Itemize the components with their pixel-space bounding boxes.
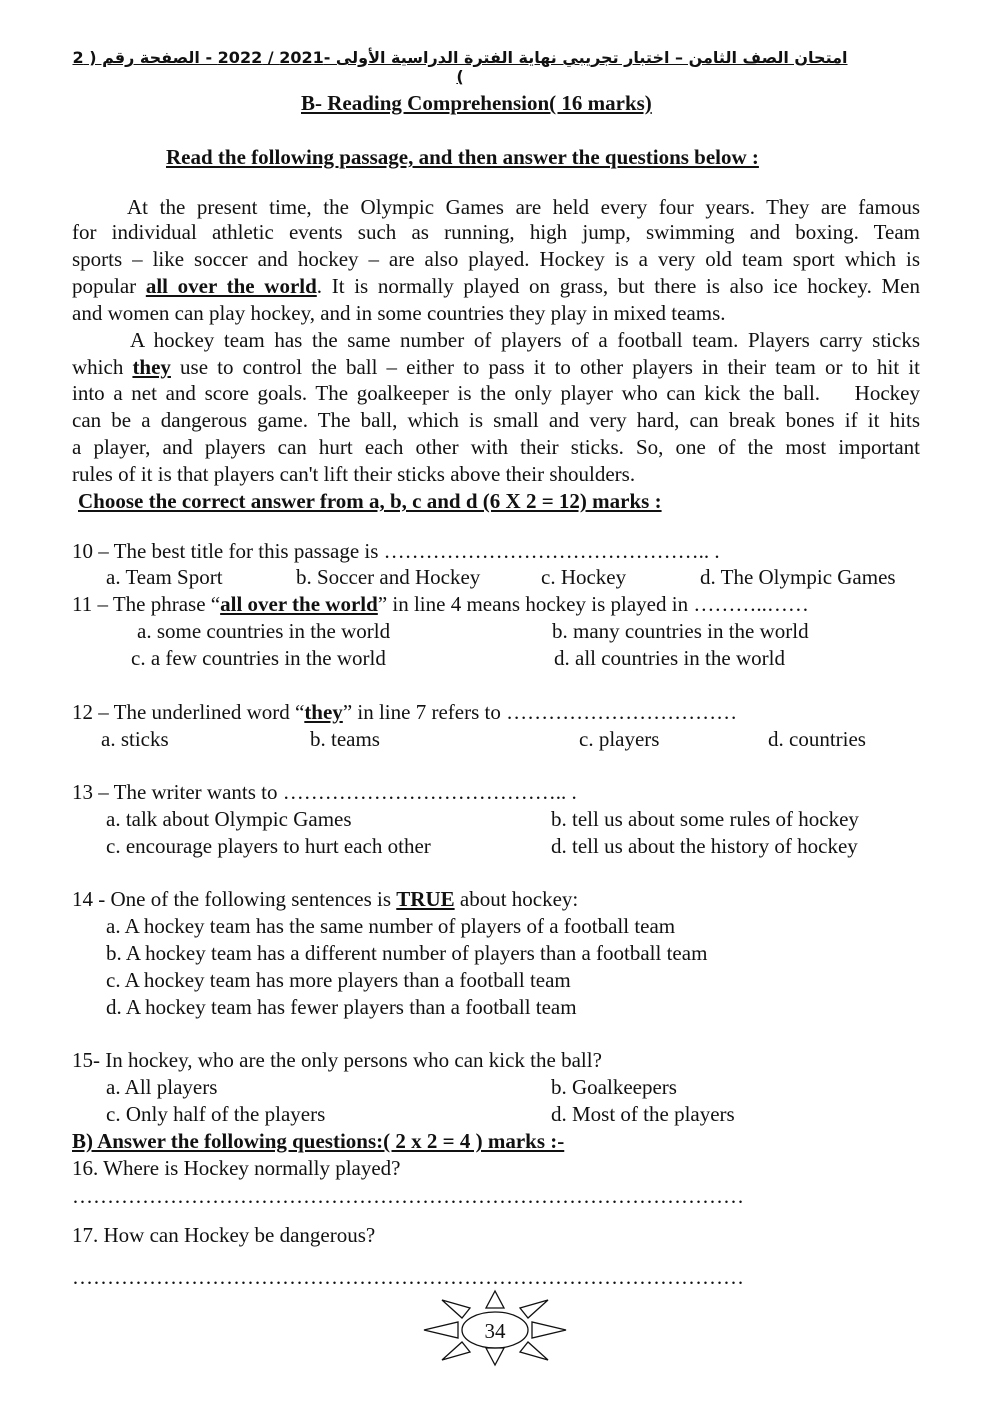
text: popular (72, 274, 146, 298)
option-d[interactable]: d. The Olympic Games (700, 565, 896, 589)
passage-line: A hockey team has the same number of players of a football team. Players carry sticks (130, 328, 920, 352)
option-c[interactable]: c. Hockey (541, 565, 627, 589)
passage-line (72, 274, 920, 298)
option-a[interactable]: a. Team Sport (106, 565, 223, 589)
phrase-all-over-the-world: all over the world (145, 274, 317, 298)
question-11 (72, 592, 809, 616)
passage-line: into a net and score goals. The goalkeeper is the only player who can kick the ball. Hockey (72, 381, 920, 405)
passage-line: can be a dangerous game. The ball, which is small and very hard, can break bones if it hits (72, 408, 920, 432)
option-b[interactable]: b. Soccer and Hockey (296, 565, 481, 589)
option-d[interactable]: d. all countries in the world (554, 646, 785, 670)
option-b[interactable]: b. teams (310, 727, 380, 751)
option-d[interactable]: d. Most of the players (551, 1102, 735, 1126)
passage-line: rules of it is that players can't lift their sticks above their shoulders. (72, 462, 636, 486)
option-c[interactable]: c. players (579, 727, 660, 751)
option-c[interactable]: c. a few countries in the world (131, 646, 386, 670)
option-b[interactable]: b. Goalkeepers (551, 1075, 677, 1099)
option-b[interactable]: b. many countries in the world (552, 619, 809, 643)
text: about hockey: (454, 887, 579, 911)
option-a[interactable]: a. All players (106, 1075, 218, 1099)
word-they: they (132, 355, 171, 379)
phrase: all over the world (220, 592, 378, 616)
question-13: 13 – The writer wants to ………………………………….. . (72, 780, 577, 804)
question-15: 15- In hockey, who are the only persons who can kick the ball? (72, 1048, 602, 1072)
question-17: 17. How can Hockey be dangerous? (72, 1223, 376, 1247)
text: ” in line 7 refers to …………………………… (342, 700, 738, 724)
text: 12 – The underlined word “ (72, 700, 305, 724)
question-14 (72, 887, 578, 911)
answer-line-16[interactable]: …………………………………………………………………………………… (72, 1184, 744, 1208)
section-title: B- Reading Comprehension( 16 marks) (301, 91, 652, 115)
text: 14 - One of the following sentences is (72, 887, 397, 911)
option-c[interactable]: c. Only half of the players (106, 1102, 326, 1126)
page-number: 34 (484, 1319, 506, 1343)
option-b[interactable]: b. tell us about some rules of hockey (551, 807, 859, 831)
passage-line: At the present time, the Olympic Games are held every four years. They are famous (127, 195, 920, 219)
text: . It is normally played on grass, but there is also ice hockey. Men (316, 274, 920, 298)
word-true: TRUE (396, 887, 455, 911)
passage-line: sports – like soccer and hockey – are also played. Hockey is a very old team sport which is (72, 247, 920, 271)
passage-line: a player, and players can hurt each other with their sticks. So, one of the most important (72, 435, 920, 459)
instruction: Read the following passage, and then answer the questions below : (166, 145, 759, 169)
part-b-heading: B) Answer the following questions:( 2 x 2 = 4 ) marks :- (72, 1129, 565, 1153)
text: 11 – The phrase “ (72, 592, 221, 616)
sun-page-badge (420, 1288, 570, 1368)
option-a[interactable]: a. talk about Olympic Games (106, 807, 352, 831)
passage-line (72, 355, 920, 379)
text: use to control the ball – either to pass it to other players in their team or to hit it (170, 355, 920, 379)
option-a[interactable]: a. A hockey team has the same number of players of a football team (106, 914, 676, 938)
question-16: 16. Where is Hockey normally played? (72, 1156, 401, 1180)
option-a[interactable]: a. some countries in the world (137, 619, 391, 643)
passage-line: for individual athletic events such as running, high jump, swimming and boxing. Team (72, 220, 920, 244)
passage-line: and women can play hockey, and in some countries they play in mixed teams. (72, 301, 726, 325)
option-b[interactable]: b. A hockey team has a different number of players than a football team (106, 941, 708, 965)
text: ” in line 4 means hockey is played in ………..…… (377, 592, 809, 616)
option-a[interactable]: a. sticks (101, 727, 169, 751)
option-c[interactable]: c. encourage players to hurt each other (106, 834, 431, 858)
choose-heading: Choose the correct answer from a, b, c and d (6 X 2 = 12) marks : (78, 489, 662, 513)
option-d[interactable]: d. A hockey team has fewer players than a football team (106, 995, 577, 1019)
question-10: 10 – The best title for this passage is ……………………………………….. . (72, 539, 720, 563)
arabic-header: امتحان الصف الثامن – اختبار تجريبي نهاية الفترة الدراسية الأولى -2021 / 2022 - الصفحة رقم ( 2 ) (72, 48, 848, 86)
option-d[interactable]: d. countries (768, 727, 866, 751)
text: which (72, 355, 133, 379)
option-c[interactable]: c. A hockey team has more players than a football team (106, 968, 571, 992)
word: they (304, 700, 343, 724)
option-d[interactable]: d. tell us about the history of hockey (551, 834, 858, 858)
question-12 (72, 700, 737, 724)
answer-line-17[interactable]: …………………………………………………………………………………… (72, 1265, 744, 1289)
